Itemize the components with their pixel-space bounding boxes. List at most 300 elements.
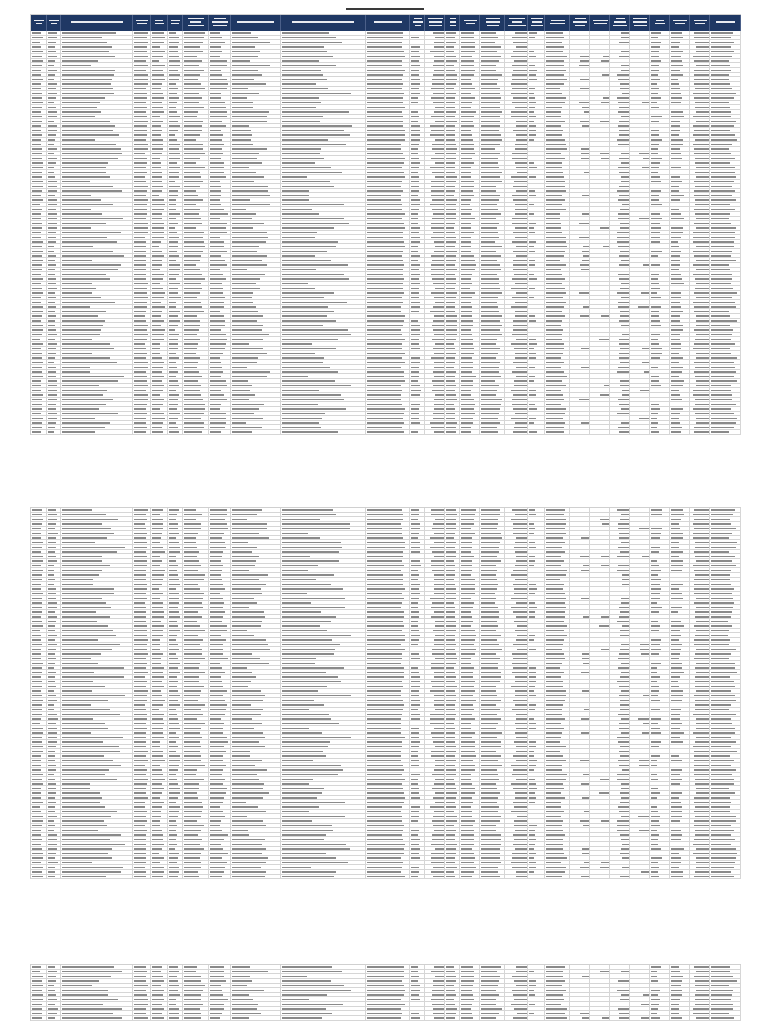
- illegible-text: [711, 343, 735, 344]
- illegible-text: [651, 278, 658, 279]
- illegible-text: [617, 97, 629, 98]
- illegible-text: [411, 334, 420, 335]
- illegible-text: [411, 297, 419, 298]
- illegible-text: [282, 144, 346, 145]
- table-cell: [480, 356, 505, 360]
- table-cell: [445, 398, 460, 402]
- table-cell: [590, 258, 610, 262]
- illegible-text: [711, 320, 737, 321]
- table-cell: [183, 31, 209, 35]
- illegible-text: [446, 380, 455, 381]
- illegible-text: [184, 260, 200, 261]
- illegible-text: [210, 162, 224, 163]
- table-cell: [505, 356, 528, 360]
- illegible-text: [184, 37, 204, 38]
- illegible-text: [694, 306, 709, 307]
- illegible-text: [446, 278, 455, 279]
- illegible-text: [461, 315, 472, 316]
- illegible-text: [134, 509, 148, 510]
- table-cell: [151, 360, 168, 364]
- table-cell: [690, 82, 710, 86]
- illegible-text: [411, 223, 418, 224]
- table-cell: [231, 425, 281, 429]
- illegible-text: [184, 399, 203, 400]
- table-cell: [151, 314, 168, 318]
- table-cell: [133, 333, 151, 337]
- illegible-text: [411, 357, 419, 358]
- illegible-text: [32, 274, 41, 275]
- illegible-text: [32, 204, 40, 205]
- table-cell: [528, 356, 545, 360]
- illegible-text: [481, 88, 499, 89]
- table-cell: [590, 207, 610, 211]
- illegible-text: [292, 21, 354, 22]
- table-cell: [133, 282, 151, 286]
- table-cell: [610, 50, 630, 54]
- table-cell: [610, 342, 630, 346]
- illegible-text: [431, 223, 445, 224]
- table-cell: [47, 189, 61, 193]
- table-cell: [545, 63, 570, 67]
- illegible-text: [134, 237, 145, 238]
- illegible-text: [62, 533, 114, 534]
- illegible-text: [134, 385, 148, 386]
- illegible-text: [671, 367, 683, 368]
- illegible-text: [694, 292, 709, 293]
- illegible-text: [461, 172, 471, 173]
- table-cell: [590, 198, 610, 202]
- illegible-text: [32, 213, 41, 214]
- table-cell: [425, 101, 445, 105]
- table-cell: [460, 360, 480, 364]
- illegible-text: [367, 311, 402, 312]
- table-cell: [545, 175, 570, 179]
- table-cell: [480, 305, 505, 309]
- illegible-text: [618, 246, 629, 247]
- table-cell: [710, 87, 741, 91]
- illegible-text: [210, 353, 223, 354]
- illegible-text: [481, 172, 501, 173]
- table-cell: [133, 314, 151, 318]
- illegible-text: [620, 348, 629, 349]
- illegible-text: [639, 418, 649, 419]
- illegible-text: [169, 148, 179, 149]
- table-cell: [670, 244, 690, 248]
- illegible-text: [232, 274, 266, 275]
- illegible-text: [582, 260, 589, 261]
- illegible-text: [184, 79, 199, 80]
- illegible-text: [461, 158, 472, 159]
- table-cell: [31, 370, 47, 374]
- table-cell: [690, 156, 710, 160]
- illegible-text: [671, 528, 680, 529]
- illegible-text: [232, 343, 250, 344]
- illegible-text: [32, 311, 43, 312]
- illegible-text: [62, 367, 91, 368]
- illegible-text: [411, 241, 419, 242]
- table-cell: [445, 221, 460, 225]
- table-cell: [209, 133, 231, 137]
- table-cell: [545, 425, 570, 429]
- illegible-text: [62, 102, 100, 103]
- illegible-text: [184, 537, 196, 538]
- illegible-text: [210, 176, 227, 177]
- table-cell: [505, 527, 528, 531]
- illegible-text: [620, 380, 630, 381]
- illegible-text: [282, 288, 315, 289]
- table-cell: [690, 291, 710, 295]
- table-cell: [445, 207, 460, 211]
- table-cell: [231, 221, 281, 225]
- illegible-text: [152, 227, 164, 228]
- illegible-text: [546, 116, 561, 117]
- table-cell: [590, 314, 610, 318]
- table-cell: [480, 203, 505, 207]
- illegible-text: [481, 134, 500, 135]
- table-cell: [209, 522, 231, 526]
- table-cell: [168, 328, 183, 332]
- illegible-text: [621, 65, 629, 66]
- illegible-text: [232, 376, 267, 377]
- illegible-text: [651, 514, 661, 515]
- table-cell: [460, 356, 480, 360]
- illegible-text: [169, 97, 179, 98]
- column-header: [366, 15, 411, 31]
- illegible-text: [481, 56, 500, 57]
- table-cell: [133, 180, 151, 184]
- table-cell: [590, 244, 610, 248]
- illegible-text: [546, 339, 562, 340]
- table-cell: [670, 96, 690, 100]
- table-cell: [209, 337, 231, 341]
- illegible-text: [481, 528, 496, 529]
- illegible-text: [169, 74, 181, 75]
- illegible-text: [529, 213, 534, 214]
- table-cell: [47, 249, 61, 253]
- illegible-text: [446, 376, 454, 377]
- table-cell: [366, 305, 411, 309]
- table-cell: [31, 63, 47, 67]
- illegible-text: [282, 413, 325, 414]
- illegible-text: [210, 528, 228, 529]
- illegible-text: [62, 325, 103, 326]
- table-cell: [610, 142, 630, 146]
- illegible-text: [169, 278, 176, 279]
- table-cell: [505, 128, 528, 132]
- table-cell: [366, 412, 411, 416]
- table-cell: [690, 77, 710, 81]
- table-cell: [151, 77, 168, 81]
- table-cell: [209, 508, 231, 512]
- illegible-text: [651, 343, 658, 344]
- table-cell: [690, 323, 710, 327]
- illegible-text: [32, 292, 43, 293]
- table-cell: [480, 50, 505, 54]
- illegible-text: [651, 218, 662, 219]
- table-cell: [590, 54, 610, 58]
- table-cell: [47, 244, 61, 248]
- table-cell: [425, 203, 445, 207]
- table-cell: [151, 68, 168, 72]
- table-cell: [410, 388, 425, 392]
- illegible-text: [32, 32, 41, 33]
- table-cell: [61, 59, 133, 63]
- table-cell: [670, 235, 690, 239]
- table-cell: [650, 142, 670, 146]
- table-cell: [31, 531, 47, 535]
- illegible-text: [367, 46, 403, 47]
- illegible-text: [48, 227, 57, 228]
- table-cell: [710, 360, 741, 364]
- illegible-text: [282, 376, 309, 377]
- table-cell: [480, 527, 505, 531]
- illegible-text: [210, 390, 221, 391]
- table-cell: [231, 180, 281, 184]
- table-cell: [410, 212, 425, 216]
- table-cell: [410, 221, 425, 225]
- illegible-text: [481, 246, 501, 247]
- illegible-text: [433, 523, 445, 524]
- table-cell: [168, 161, 183, 165]
- illegible-text: [134, 83, 148, 84]
- illegible-text: [411, 302, 419, 303]
- table-cell: [31, 342, 47, 346]
- illegible-text: [71, 21, 123, 22]
- table-cell: [151, 36, 168, 40]
- illegible-text: [546, 223, 560, 224]
- illegible-text: [620, 83, 630, 84]
- illegible-text: [210, 218, 221, 219]
- illegible-text: [232, 148, 268, 149]
- table-cell: [61, 156, 133, 160]
- illegible-text: [671, 274, 681, 275]
- table-cell: [366, 365, 411, 369]
- illegible-text: [367, 274, 403, 275]
- illegible-text: [461, 70, 475, 71]
- table-cell: [168, 319, 183, 323]
- table-cell: [610, 124, 630, 128]
- illegible-text: [32, 264, 42, 265]
- table-cell: [480, 115, 505, 119]
- table-cell: [61, 175, 133, 179]
- table-cell: [570, 161, 590, 165]
- table-cell: [31, 189, 47, 193]
- illegible-text: [696, 269, 709, 270]
- illegible-text: [210, 172, 225, 173]
- illegible-text: [134, 241, 147, 242]
- illegible-text: [432, 83, 444, 84]
- illegible-text: [210, 339, 228, 340]
- table-cell: [366, 277, 411, 281]
- illegible-text: [695, 339, 709, 340]
- illegible-text: [282, 260, 331, 261]
- illegible-text: [282, 102, 321, 103]
- table-cell: [710, 536, 741, 540]
- illegible-text: [446, 269, 456, 270]
- table-cell: [209, 407, 231, 411]
- table-cell: [183, 356, 209, 360]
- table-cell: [209, 416, 231, 420]
- table-cell: [570, 175, 590, 179]
- table-cell: [610, 425, 630, 429]
- illegible-text: [152, 260, 162, 261]
- table-cell: [570, 430, 590, 434]
- table-cell: [590, 156, 610, 160]
- table-cell: [690, 226, 710, 230]
- illegible-text: [152, 394, 160, 395]
- illegible-text: [32, 162, 43, 163]
- table-cell: [460, 175, 480, 179]
- illegible-text: [693, 237, 709, 238]
- table-cell: [61, 412, 133, 416]
- illegible-text: [446, 88, 454, 89]
- table-cell: [151, 193, 168, 197]
- table-cell: [281, 527, 366, 531]
- illegible-text: [651, 172, 658, 173]
- table-cell: [31, 305, 47, 309]
- illegible-text: [169, 348, 178, 349]
- table-cell: [610, 175, 630, 179]
- illegible-text: [514, 274, 527, 275]
- table-cell: [570, 36, 590, 40]
- illegible-text: [546, 408, 566, 409]
- illegible-text: [696, 283, 709, 284]
- table-cell: [209, 198, 231, 202]
- illegible-text: [651, 311, 659, 312]
- table-cell: [31, 54, 47, 58]
- illegible-text: [169, 390, 176, 391]
- illegible-text: [581, 148, 590, 149]
- table-cell: [47, 508, 61, 512]
- table-cell: [151, 258, 168, 262]
- table-cell: [445, 347, 460, 351]
- table-cell: [133, 50, 151, 54]
- table-cell: [47, 347, 61, 351]
- illegible-text: [210, 283, 222, 284]
- illegible-text: [48, 408, 56, 409]
- table-cell: [31, 91, 47, 95]
- illegible-text: [411, 134, 420, 135]
- illegible-text: [62, 348, 114, 349]
- table-cell: [366, 421, 411, 425]
- table-cell: [133, 68, 151, 72]
- table-cell: [183, 254, 209, 258]
- illegible-text: [461, 130, 470, 131]
- table-cell: [590, 231, 610, 235]
- illegible-text: [32, 385, 41, 386]
- table-cell: [650, 110, 670, 114]
- table-cell: [610, 193, 630, 197]
- illegible-text: [481, 107, 500, 108]
- illegible-text: [593, 20, 608, 21]
- illegible-text: [546, 134, 562, 135]
- illegible-text: [711, 60, 729, 61]
- illegible-text: [282, 306, 329, 307]
- table-cell: [31, 87, 47, 91]
- table-cell: [231, 347, 281, 351]
- table-cell: [505, 138, 528, 142]
- table-cell: [480, 82, 505, 86]
- table-cell: [670, 337, 690, 341]
- table-cell: [31, 398, 47, 402]
- illegible-text: [621, 70, 629, 71]
- illegible-text: [367, 408, 405, 409]
- illegible-text: [579, 223, 589, 224]
- illegible-text: [134, 404, 148, 405]
- illegible-text: [461, 385, 473, 386]
- illegible-text: [651, 176, 660, 177]
- table-cell: [47, 193, 61, 197]
- illegible-text: [282, 88, 329, 89]
- table-cell: [61, 425, 133, 429]
- table-cell: [670, 522, 690, 526]
- illegible-text: [546, 509, 565, 510]
- illegible-text: [618, 79, 630, 80]
- table-cell: [670, 356, 690, 360]
- table-cell: [366, 133, 411, 137]
- illegible-text: [619, 107, 629, 108]
- illegible-text: [32, 399, 42, 400]
- illegible-text: [210, 167, 224, 168]
- table-cell: [460, 425, 480, 429]
- table-cell: [630, 527, 650, 531]
- table-cell: [209, 193, 231, 197]
- illegible-text: [282, 255, 315, 256]
- illegible-text: [435, 37, 445, 38]
- table-cell: [366, 226, 411, 230]
- table-cell: [410, 63, 425, 67]
- illegible-text: [152, 269, 161, 270]
- illegible-text: [134, 274, 146, 275]
- illegible-text: [48, 292, 55, 293]
- illegible-text: [367, 357, 403, 358]
- table-cell: [480, 193, 505, 197]
- table-cell: [281, 356, 366, 360]
- table-cell: [445, 189, 460, 193]
- table-cell: [47, 36, 61, 40]
- table-cell: [545, 286, 570, 290]
- table-cell: [710, 50, 741, 54]
- table-cell: [151, 221, 168, 225]
- table-cell: [528, 101, 545, 105]
- table-cell: [590, 323, 610, 327]
- table-cell: [528, 110, 545, 114]
- illegible-text: [134, 353, 147, 354]
- table-cell: [545, 166, 570, 170]
- illegible-text: [411, 237, 420, 238]
- illegible-text: [48, 348, 56, 349]
- table-cell: [183, 309, 209, 313]
- table-cell: [630, 40, 650, 44]
- table-cell: [281, 147, 366, 151]
- table-cell: [47, 59, 61, 63]
- illegible-text: [512, 37, 528, 38]
- table-cell: [460, 96, 480, 100]
- illegible-text: [435, 519, 445, 520]
- table-cell: [545, 342, 570, 346]
- table-cell: [183, 217, 209, 221]
- illegible-text: [411, 367, 418, 368]
- illegible-text: [232, 542, 249, 543]
- table-cell: [47, 156, 61, 160]
- illegible-text: [546, 380, 562, 381]
- table-cell: [650, 536, 670, 540]
- table-cell: [445, 54, 460, 58]
- illegible-text: [48, 385, 57, 386]
- table-cell: [61, 337, 133, 341]
- illegible-text: [529, 176, 536, 177]
- table-cell: [61, 319, 133, 323]
